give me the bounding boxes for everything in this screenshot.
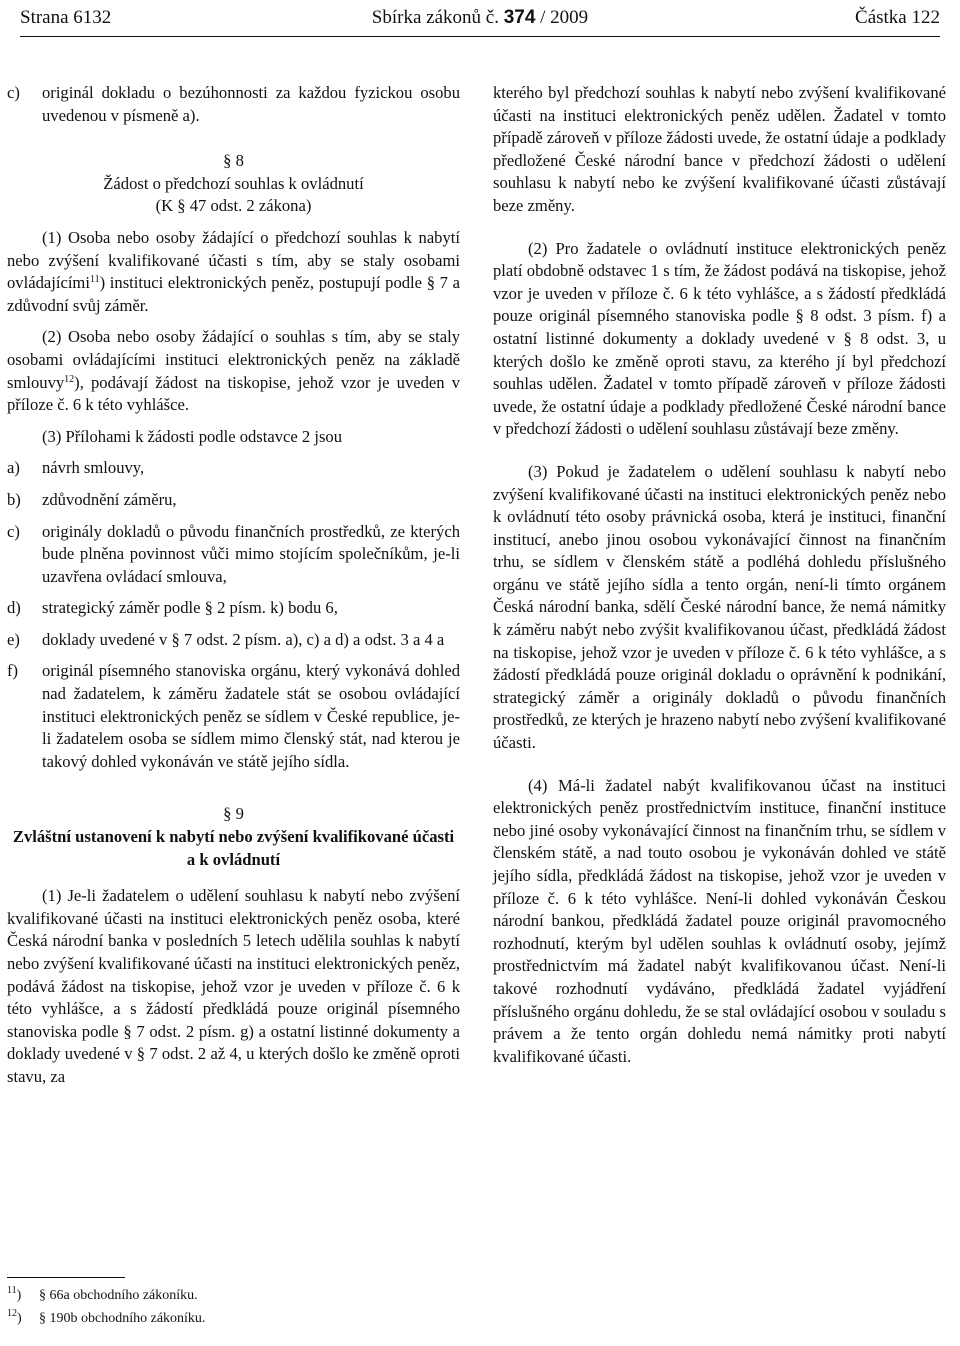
- section-number: § 9: [223, 804, 244, 824]
- footnote-12: [7, 1307, 460, 1330]
- footnote-text: § 66a obchodního zákoníku.: [39, 1288, 198, 1303]
- list-text: originály dokladů o původu finančních prostředků, ze kterých bude plněna povinnost vůči mimo stojícím společníkům, je-li uzavřena ovládací smlouva,: [42, 521, 460, 586]
- sec8-paragraph-3: (3) Přílohami k žádosti podle odstavce 2 jsou: [42, 426, 343, 446]
- list-text: doklady uvedené v § 7 odst. 2 písm. a), c) a d) a odst. 3 a 4 a: [42, 629, 445, 649]
- list-label: d): [7, 598, 21, 618]
- section-number: § 8: [223, 151, 244, 171]
- list-item-f: [7, 660, 460, 773]
- section-title: Žádost o předchozí souhlas k ovládnutí: [103, 173, 364, 193]
- list-text: strategický záměr podle § 2 písm. k) bodu 6,: [42, 598, 338, 618]
- list-label: c): [7, 83, 20, 102]
- right-column: [493, 82, 946, 1068]
- footnotes: [7, 1284, 460, 1330]
- collection-prefix: Sbírka zákonů č.: [371, 7, 499, 28]
- sec9-paragraph-2: (2) Pro žadatele o ovládnutí instituce elektronických peněz platí obdobně odstavec 1 s tím, že žádost podává na tiskopise, jehož vzor je uveden v příloze č. 6 k této vyhlášce, a s žádostí předkládá pouze originál písemného stanoviska podle § 8 odst. 3 písm. f) a ostatní listinné dokumenty a doklady uvedené v § 8 odst. 3, u kterých došlo ke změně oproti stavu, za kterého jí byl předchozí souhlas udělen. Žadatel v tomto případě zároveň v příloze žádosti uvede, že ostatní údaje a podklady předložené České národní bance v předchozí žádosti o udělení souhlasu zůstávají beze změny.: [493, 238, 946, 439]
- footnote-text: § 190b obchodního zákoníku.: [39, 1311, 206, 1326]
- list-text: návrh smlouvy,: [42, 458, 145, 478]
- sec8-paragraph-2: [7, 326, 460, 416]
- footnote-ref-12: 12: [64, 373, 75, 385]
- collection-title: [20, 4, 940, 32]
- p2-text-b: ), podávají žádost na tiskopise, jehož vzor je uveden v příloze č. 6 k této vyhlášce.: [7, 372, 460, 415]
- footnote-divider: [7, 1277, 125, 1278]
- list-label: c): [7, 521, 20, 541]
- sec9-paragraph-4: (4) Má-li žadatel nabýt kvalifikovanou účast na instituci elektronických peněz prostřednictvím instituce, finanční instituce nebo jiné osoby vykonávající činnost na finančním trhu, se sídlem v členském státě, a nad touto osobou je vykonáván dohled ve státě jejího sídla, předkládá žádost na tiskopise, jehož vzor je uveden v příloze č. 6 k této vyhlášce. Není-li dohled vykonáván Českou národní bankou, předkládá žadatel pouze originál pravomocného rozhodnutí, kterým byl udělen souhlas k ovládnutí osoby, jejímž prostřednictvím má žadatel nabýt kvalifikovanou účast. Není-li takové rozhodnutí vydáváno, předkládá žadatel vyjádření příslušného orgánu dohledu, že se stal ovládající osobou v souladu s právem a že tento orgán dohledu nemá námitky proti nabytí kvalifikované účasti.: [493, 775, 946, 1066]
- list-label: b): [7, 489, 21, 509]
- law-number: 374: [503, 7, 536, 28]
- list-item-a: [7, 457, 460, 480]
- list-item-b: [7, 489, 460, 512]
- list-item-d: [7, 597, 460, 620]
- sec9-paragraph-3: (3) Pokud je žadatelem o udělení souhlasu k nabytí nebo zvýšení kvalifikované účasti na instituci elektronických peněz nebo k ovládnutí této osoby právnická osoba, která je instituci, finanční institucí, anebo jinou osobou vykonávající činnost na finančním trhu, se sídlem v členském státě a podléhá dohledu příslušného orgánu ve státě jejího sídla a tento orgán, není-li tímto orgánem Česká národní banka, sdělí České národní bance, že nemá námitky k záměru nabýt nebo zvýšit kvalifikovanou účast, předkládá žádost na tiskopise, jehož vzor je uveden v příloze č. 6 k této vyhlášce, a s žádostí předkládá pouze originál dokladu o oprávnění k podnikání, strategický záměr a originály dokladů o původu finančních prostředků, ze kterých je hrazeno nabytí nebo zvýšení kvalifikované účasti.: [493, 461, 946, 753]
- part-number: Částka 122: [855, 7, 940, 28]
- page-header: [20, 4, 940, 32]
- sec9-paragraph-1: (1) Je-li žadatelem o udělení souhlasu k nabytí nebo zvýšení kvalifikované účasti na instituci elektronických peněz osoba, které Česká národní banka v posledních 5 letech udělila souhlas k nabytí nebo zvýšení kvalifikované účasti na instituci elektronických peněz, podává žádost na tiskopise, jehož vzor je uveden v příloze č. 6 k této vyhlášce, a s žádostí předkládá pouze originál písemného stanoviska podle § 7 odst. 2 písm. g) a ostatní listinné dokumenty a doklady uvedené v § 7 odst. 2 až 4, u kterých došlo ke změně oproti stavu, za: [7, 886, 460, 1086]
- footnote-number: $^{11}$): [7, 1285, 22, 1303]
- footnote-ref-11: 11: [89, 274, 100, 286]
- footnote-number: $^{12}$): [7, 1308, 22, 1326]
- list-item-c-previous: [7, 82, 460, 127]
- sec8-paragraph-1: [7, 227, 460, 317]
- list-item-c: [7, 521, 460, 589]
- list-text: zdůvodnění záměru,: [42, 489, 177, 509]
- left-column: [7, 82, 460, 1089]
- p2-text-a: (2) Osoba nebo osoby žádající o souhlas s tím, aby se staly osobami ovládajícími instituci elektronických peněz na základě smlouvy: [7, 327, 460, 392]
- header-divider: [20, 36, 940, 37]
- section-9: [7, 803, 460, 871]
- section-title: Zvláštní ustanovení k nabytí nebo zvýšení kvalifikované účasti a k ovládnutí: [12, 827, 455, 869]
- page-number: Strana 6132: [20, 7, 112, 28]
- sec9-paragraph-1-continued: kterého byl předchozí souhlas k nabytí nebo zvýšení kvalifikované účasti na instituci elektronických peněz udělen. Žadatel v tomto případě zároveň v příloze žádosti uvede, že ostatní údaje a podklady předložené České národní bance v předchozí žádosti o udělení souhlasu k nabytí nebo ke zvýšení kvalifikované účasti zůstávají beze změny.: [493, 83, 946, 215]
- list-label: a): [7, 458, 20, 478]
- list-text: originál dokladu o bezúhonnosti za každou fyzickou osobu uvedenou v písmeně a).: [42, 83, 460, 125]
- section-8: [7, 150, 460, 218]
- law-year: / 2009: [540, 7, 589, 28]
- list-text: originál písemného stanoviska orgánu, který vykonává dohled nad žadatelem, k záměru žadatele stát se osobou ovládající instituci elektronických peněz se sídlem v České republice, je-li žadatelem osoba se sídlem mimo členský stát, nad kterou je takový dohled vykonáván ve státě jejího sídla.: [42, 661, 460, 771]
- p1-text-a: (1) Osoba nebo osoby žádající o předchozí souhlas k nabytí nebo zvýšení kvalifikované účasti s tím, aby se staly osobami ovládajícími: [7, 227, 460, 293]
- section-reference: (K § 47 odst. 2 zákona): [155, 196, 312, 216]
- list-label: f): [7, 661, 19, 681]
- footnote-11: [7, 1284, 460, 1307]
- list-item-e: [7, 629, 460, 652]
- p1-text-b: ) instituci elektronických peněz, postupují podle § 7 a zdůvodní svůj záměr.: [7, 273, 460, 315]
- list-label: e): [7, 629, 20, 649]
